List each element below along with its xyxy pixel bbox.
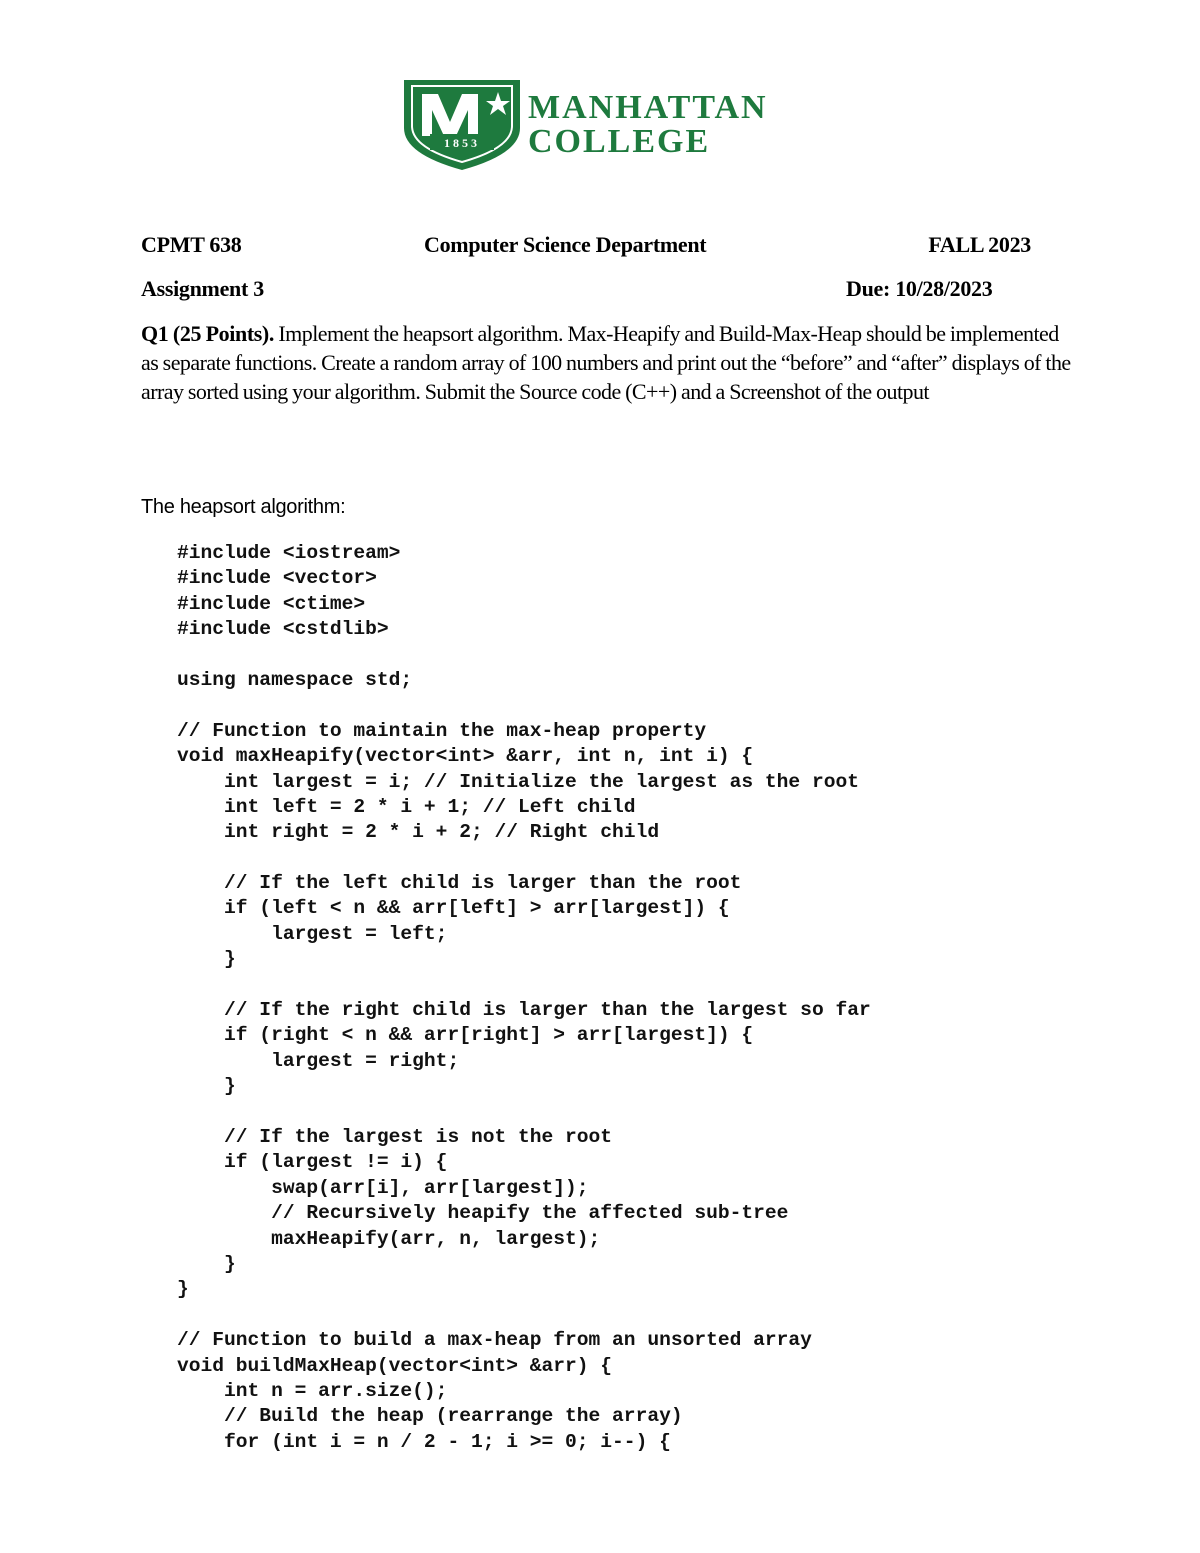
code-line: if (right < n && arr[right] > arr[largest]) { [177, 1024, 754, 1047]
code-line: largest = right; [177, 1049, 460, 1072]
code-line: swap(arr[i], arr[largest]); [177, 1176, 589, 1199]
code-line: } [177, 1252, 236, 1275]
code-line: // Function to maintain the max-heap property [177, 719, 707, 742]
logo-name-line2: COLLEGE [528, 123, 711, 160]
code-line: int right = 2 * i + 2; // Right child [177, 821, 660, 844]
code-line: #include <vector> [177, 567, 377, 590]
code-line [177, 643, 871, 668]
code-line: void buildMaxHeap(vector<int> &arr) { [177, 1354, 613, 1377]
code-line: largest = left; [177, 922, 448, 945]
code-line: // Function to build a max-heap from an unsorted array [177, 1329, 812, 1352]
assignment-title: Assignment 3 [141, 276, 264, 301]
header-row-course [141, 232, 1031, 262]
question-1 [141, 320, 1071, 406]
code-line: for (int i = n / 2 - 1; i >= 0; i--) { [177, 1430, 671, 1453]
department-name: Computer Science Department [424, 232, 707, 257]
code-line: } [177, 948, 236, 971]
code-line: #include <iostream> [177, 542, 401, 564]
code-line: } [177, 1278, 189, 1301]
code-line: if (left < n && arr[left] > arr[largest]) { [177, 897, 730, 920]
code-line: void maxHeapify(vector<int> &arr, int n, int i) { [177, 745, 754, 768]
term: FALL 2023 [928, 232, 1031, 257]
code-line: #include <ctime> [177, 592, 366, 615]
question-label: Q1 (25 Points). [141, 321, 274, 346]
code-line: if (largest != i) { [177, 1151, 448, 1174]
manhattan-college-logo-graphic [400, 74, 800, 172]
code-line [177, 693, 871, 718]
code-line: // Recursively heapify the affected sub-tree [177, 1202, 789, 1225]
code-block [177, 541, 871, 1455]
code-line: using namespace std; [177, 668, 413, 691]
logo-year: 1853 [444, 136, 480, 150]
code-line: // Build the heap (rearrange the array) [177, 1405, 683, 1428]
shield-shape [404, 80, 520, 170]
code-line: #include <cstdlib> [177, 618, 389, 641]
code-line: } [177, 1075, 236, 1098]
code-line: int largest = i; // Initialize the largest as the root [177, 770, 859, 793]
code-line: int left = 2 * i + 1; // Left child [177, 795, 636, 818]
code-line [177, 846, 871, 871]
code-line: int n = arr.size(); [177, 1379, 448, 1402]
question-text: Implement the heapsort algorithm. Max-Heapify and Build-Max-Heap should be implemented as separate functions. Create a random array of 100 numbers and print out the “before” and “after” displays of the array sorted using your algorithm. Submit the Source code (C++) and a Screenshot of the output [141, 321, 1071, 404]
code-line [177, 1303, 871, 1328]
code-line: // If the right child is larger than the largest so far [177, 999, 871, 1022]
algorithm-heading: The heapsort algorithm: [141, 496, 346, 518]
code-line: maxHeapify(arr, n, largest); [177, 1227, 601, 1250]
code-line: // If the left child is larger than the root [177, 872, 742, 895]
code-line: // If the largest is not the root [177, 1125, 613, 1148]
college-logo [400, 74, 800, 172]
code-line [177, 973, 871, 998]
course-code: CPMT 638 [141, 232, 242, 257]
due-date: Due: 10/28/2023 [846, 276, 993, 301]
code-line [177, 1100, 871, 1125]
header-row-assignment [141, 276, 1031, 306]
logo-name-line1: MANHATTAN [528, 89, 768, 126]
